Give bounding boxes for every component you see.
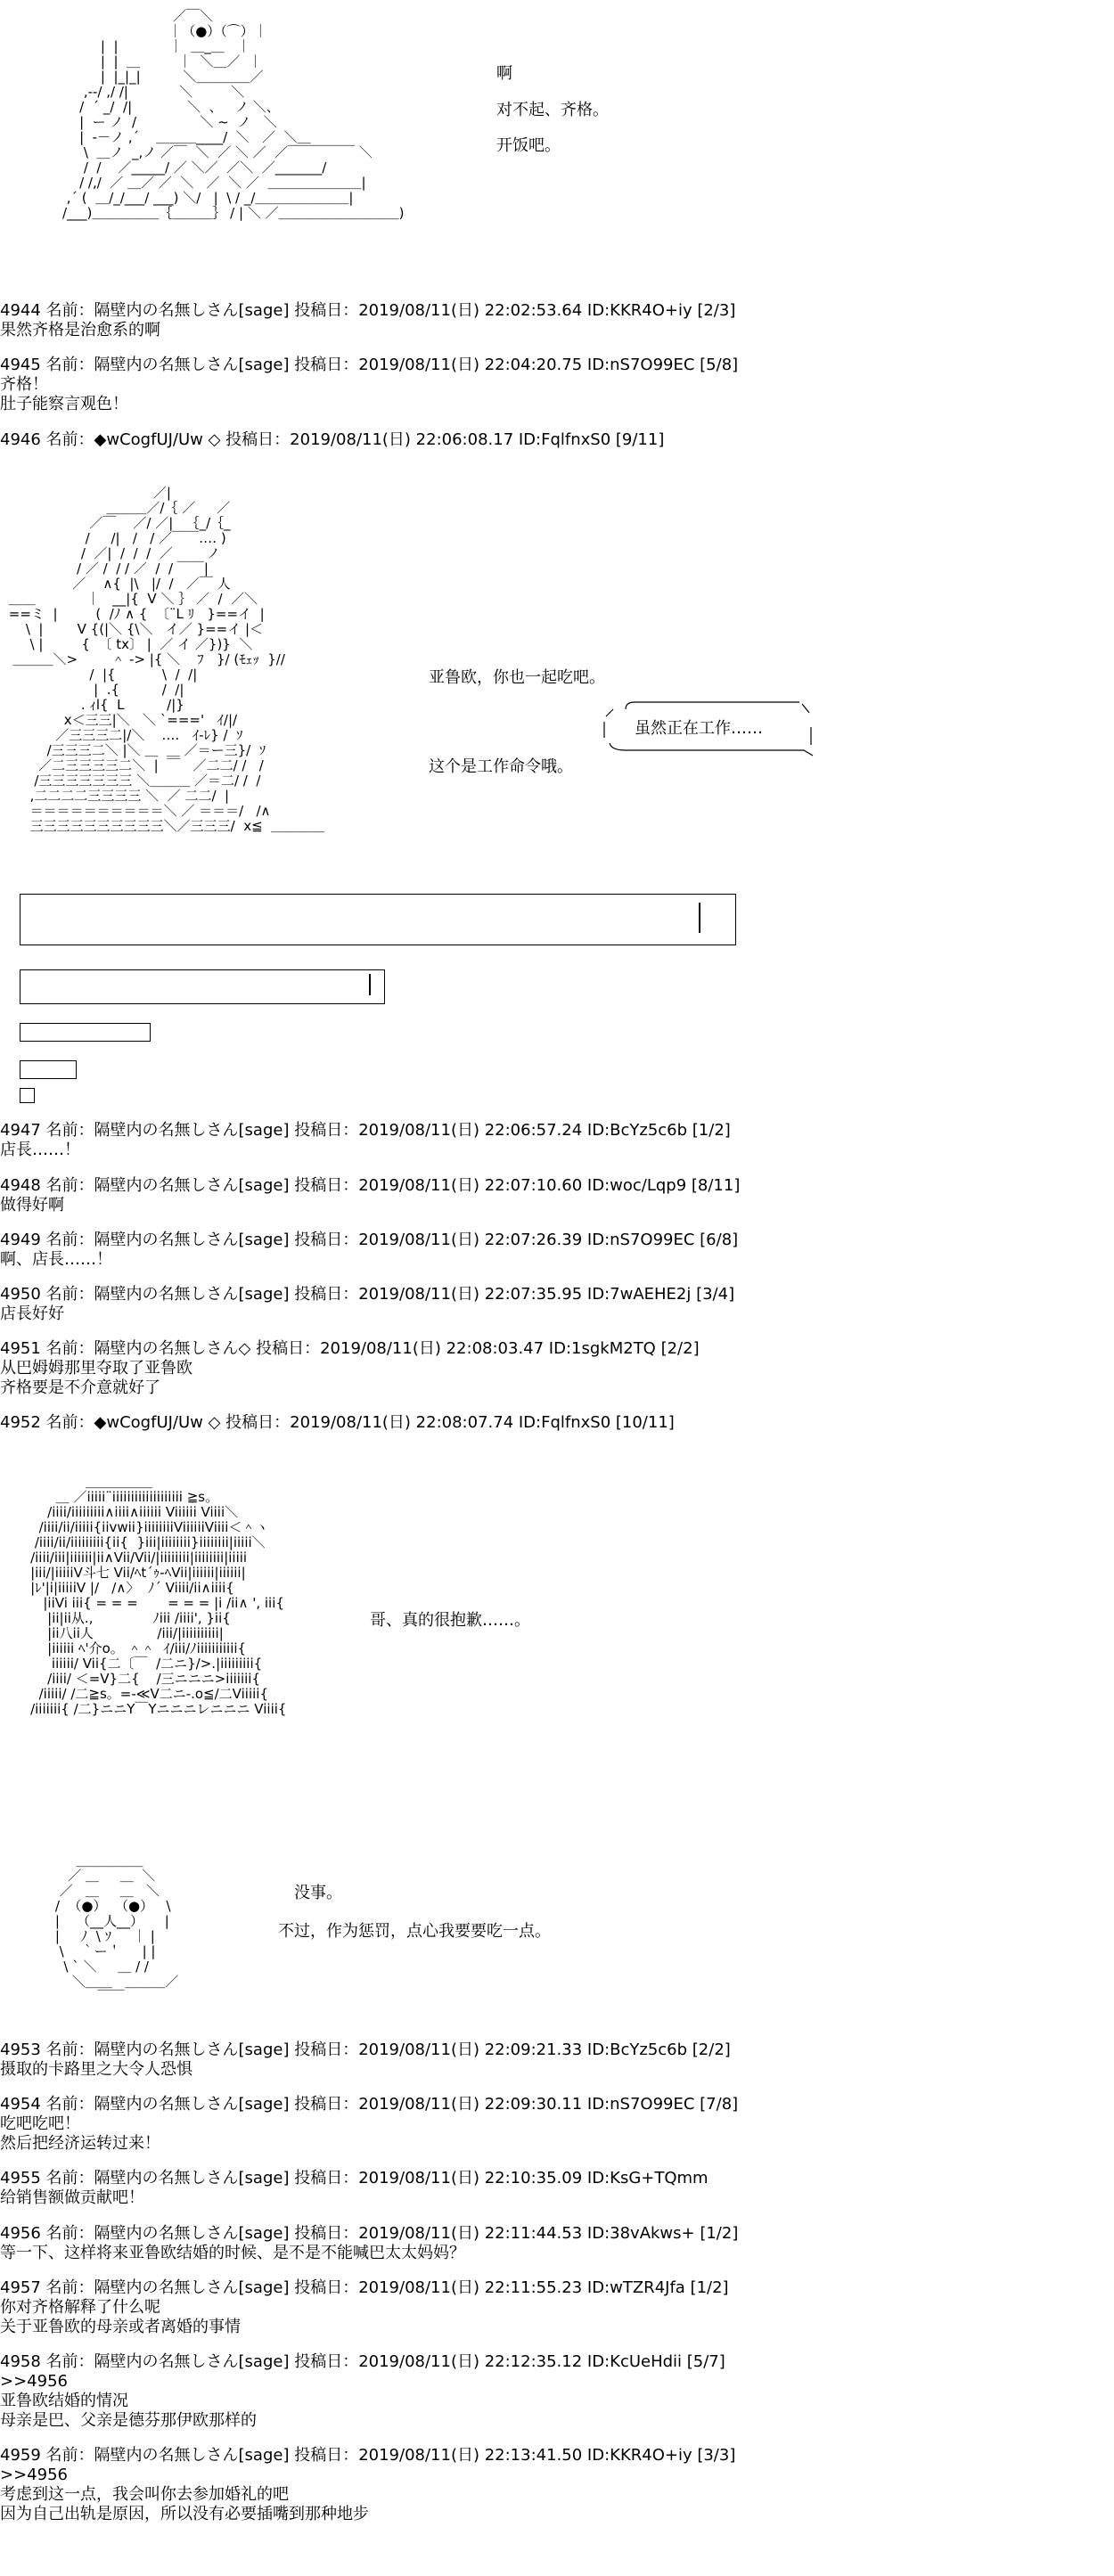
post-body-line: 考虑到这一点，我会叫你去参加婚礼的吧 — [0, 2485, 289, 2504]
post-header: 4950 名前：隔壁内の名無しさん[sage] 投稿日：2019/08/11(日) 22:07:35.95 ID:7wAEHE2j [3/4] — [0, 1285, 735, 1304]
post-body-line: 给销售额做贡献吧！ — [0, 2188, 144, 2207]
post-header: 4947 名前：隔壁内の名無しさん[sage] 投稿日：2019/08/11(日) 22:06:57.24 ID:BcYz5c6b [1/2] — [0, 1121, 731, 1140]
post-body-line: 店長好好 — [0, 1304, 64, 1323]
post-body-line: 肚子能察言观色！ — [0, 395, 128, 413]
decorative-frame-dot — [20, 1088, 35, 1103]
post-body-line: 店長……！ — [0, 1141, 80, 1159]
post-body-line: 母亲是巴、父亲是德芬那伊欧那样的 — [0, 2411, 257, 2430]
post-header: 4952 名前：◆wCogfUJ/Uw ◇ 投稿日：2019/08/11(日) 22:08:07.74 ID:FqlfnxS0 [10/11] — [0, 1413, 675, 1432]
post-header: 4958 名前：隔壁内の名無しさん[sage] 投稿日：2019/08/11(日) 22:12:35.12 ID:KcUeHdii [5/7] — [0, 2352, 725, 2371]
ascii-art-scene1: ／￣＼ ｜（●）（⌒）｜ | | ｜ ＿_＿ ｜ | | ＿ ｜ ＼＿／ ｜ | |_|_| ＼＿＿＿＿／ ,--/ ,/ /| ＼ ＼ / ´ _/ /| ＼ 、 ノ ＼、 | ー ノ / ＼ ~ ノ ＼ | -－ノ ,´ ＿＿＿____/ ＼ ／ ＼＿ \ ＿ノ _,ノ ／￣ ＼ ／ ＼ ／ ／￣￣￣￣￣ ＼ / / ／_____/ ／ ＼／ ／＼ ／_______/ / /,/ ／ ＿／ ／ ＼ ／ ＼ ／ ＿＿＿＿＿＿＿| ,´ ( ＿/_/___/ ___) ＼/ | \ / _/＿＿＿＿＿＿＿| /___)＿＿＿＿＿｛＿＿＿｝ / | ＼ ／＿＿＿＿＿＿＿＿＿) — [62, 8, 405, 221]
post-header: 4959 名前：隔壁内の名無しさん[sage] 投稿日：2019/08/11(日) 22:13:41.50 ID:KKR4O+iy [3/3] — [0, 2446, 736, 2465]
ascii-art-scene2: ／| ＿＿＿／/｛ ／ ／ ／￣ ／/ ／| ｛_/｛_ / /| / / ／￣￣‥‥ ) / ／| / / / ／ ノ / ／ / / / ／ / / ￣￣| ／ ∧{ |\ |/ / ／￣ 人 ＿＿ ｜ __|{ V ＼ ｝ ／ / ／＼ ==ミ | ( /ﾉ ∧ { 〔¨L ﾘ }==イ | \ | V {(|＼ {\＼ イ／ }==イ |＜ \ | { 〔 tx〕 | ／ イ ／})} ＼ ＿＿＿＼> ＾ ‐> |{ ＼ ﾌ }/ (ﾓｪｯ }// / |{ \ / /| | .{ / /| . ｨl{ L /|} x＜三三|＼ ＼ `===' ｲ/|/ ／三三三二|/＼ ‥‥ ｲ-ﾚ} / ｿ /三三三二＼ |＼ ＿ ＿ ／＝ー三}/ ｿ ／二三三三三二＼ | ￣ ／二二/ / / /三三三三三三三 ＼＿＿＿ ／＝二/ / / ,二二二二三三三三 ＼ ／ 二二/ | ＝＝＝＝＝＝＝＝＝＝＼ ／ ＝＝＝/ /∧ 三三三三三三三三三三＼／三三三/ x≦ ＿＿＿＿ — [8, 485, 325, 834]
post-header: 4944 名前：隔壁内の名無しさん[sage] 投稿日：2019/08/11(日) 22:02:53.64 ID:KKR4O+iy [2/3] — [0, 301, 736, 320]
post-body-line: 吃吧吃吧！ — [0, 2114, 80, 2133]
post-body-line: 然后把经济运转过来！ — [0, 2134, 160, 2153]
post-body-line: 齐格！ — [0, 375, 48, 394]
reply-link[interactable]: >>4956 — [0, 2466, 68, 2484]
post-header: 4948 名前：隔壁内の名無しさん[sage] 投稿日：2019/08/11(日) 22:07:10.60 ID:woc/Lqp9 [8/11] — [0, 1176, 741, 1195]
post-body-line: 关于亚鲁欧的母亲或者离婚的事情 — [0, 2318, 241, 2336]
post-body-line: 摄取的卡路里之大令人恐惧 — [0, 2060, 192, 2079]
ascii-art-scene4: ＿＿＿＿＿ ／ ＿ ＿ ＼ ／ ＿ ＿ ＼ / （●） （●） \ | （__人__） | | ﾉ \ ｿ ｜ | \ ｀ー＇ | | \ ` ＼ ＿ / / ＼＿＿ ＿＿＿／ ￣￣ — [54, 1852, 179, 2005]
post-body-line: 齐格要是不介意就好了 — [0, 1378, 160, 1397]
post-body-line: 等一下、这样将来亚鲁欧结婚的时候、是不是不能喊巴太太妈妈？ — [0, 2244, 465, 2262]
post-header: 4946 名前：◆wCogfUJ/Uw ◇ 投稿日：2019/08/11(日) 22:06:08.17 ID:FqlfnxS0 [9/11] — [0, 430, 665, 449]
decorative-frame-small — [20, 1023, 151, 1042]
decorative-frame-mark — [699, 903, 700, 933]
post-header: 4953 名前：隔壁内の名無しさん[sage] 投稿日：2019/08/11(日) 22:09:21.33 ID:BcYz5c6b [2/2] — [0, 2040, 731, 2059]
scene1-line-3: 开饭吧。 — [496, 136, 561, 155]
scene4-line-1: 没事。 — [294, 1884, 342, 1902]
ascii-art-scene3: ＿＿＿＿＿ ＿ ／iiiii¨iiiiiiiiiiiiiiiiiii ≧s。 /iiii/iiiiiiiii∧iiii∧iiiiii Viiiiii Viiii＼ /iiii/ii/iiiii{iivwii}iiiiiiiiViiiiiiViiii＜＾ヽ /iiii/ii/iiiiiiiii{ii{ }iii|iiiiiiii}iiiiiiii|iiiii＼ /iiii/iii|iiiiii|ii∧Vii/Vii/|iiiiiiii|iiiiiiii|iiiii |iii/|iiiiiV斗七 Vii/ﾍt´ｩ-ﾍVii|iiiiii|iiiiii| |ﾚ'|i|iiiiiV |/ /∧〉 ﾉ´ Viiii/ii∧iiii{ |iiVi iii{ = = = = = = |i /ii∧ ', iii{ |ii|ii从., ﾉiii /iiii', }ii{ |ii八ii人 /iii/|iiiiiiiiii| |iiiiii ﾍ'介o。 ＾＾ ｲ/iii/ﾉiiiiiiiiiii{ iiiiii/ Vii{二〔￣ /二ニ}/>.|iiiiiiiii{ /iiii/ ＜=V}二{ /三ニニニ>iiiiiii{ /iiiii/ /二≧s。=-≪V二ニ-.o≦/二Viiiii{ /iiiiiii{ /二}ニニY￣Yニニニレニニニ Viiii{ — [30, 1474, 287, 1717]
post-header: 4955 名前：隔壁内の名無しさん[sage] 投稿日：2019/08/11(日) 22:10:35.09 ID:KsG+TQmm — [0, 2169, 709, 2188]
post-body-line: 从巴姆姆那里夺取了亚鲁欧 — [0, 1359, 192, 1378]
post-header: 4957 名前：隔壁内の名無しさん[sage] 投稿日：2019/08/11(日) 22:11:55.23 ID:wTZR4Jfa [1/2] — [0, 2278, 729, 2297]
post-body-line: 做得好啊 — [0, 1196, 64, 1214]
decorative-frame-large — [20, 894, 736, 945]
post-body-line: 因为自己出轨是原因，所以没有必要插嘴到那种地步 — [0, 2505, 369, 2523]
post-header: 4945 名前：隔壁内の名無しさん[sage] 投稿日：2019/08/11(日) 22:04:20.75 ID:nS7O99EC [5/8] — [0, 356, 739, 374]
scene2-line-2: 这个是工作命令哦。 — [429, 757, 573, 776]
post-body-line: 亚鲁欧结婚的情况 — [0, 2392, 128, 2410]
scene1-line-2: 对不起、齐格。 — [496, 101, 609, 119]
post-body-line: 你对齐格解释了什么呢 — [0, 2298, 160, 2317]
post-header: 4949 名前：隔壁内の名無しさん[sage] 投稿日：2019/08/11(日) 22:07:26.39 ID:nS7O99EC [6/8] — [0, 1231, 739, 1249]
reply-link[interactable]: >>4956 — [0, 2372, 68, 2391]
speech-bubble-text: 虽然正在工作…… — [635, 719, 763, 738]
scene2-line-1: 亚鲁欧，你也一起吃吧。 — [429, 668, 605, 687]
post-header: 4956 名前：隔壁内の名無しさん[sage] 投稿日：2019/08/11(日) 22:11:44.53 ID:38vAkws+ [1/2] — [0, 2224, 739, 2243]
post-header: 4951 名前：隔壁内の名無しさん◇ 投稿日：2019/08/11(日) 22:08:03.47 ID:1sgkM2TQ [2/2] — [0, 1339, 700, 1358]
scene4-line-2: 不过，作为惩罚，点心我要要吃一点。 — [278, 1922, 551, 1941]
decorative-frame-tiny — [20, 1060, 77, 1079]
scene1-line-1: 啊 — [496, 64, 512, 83]
post-body-line: 果然齐格是治愈系的啊 — [0, 321, 160, 339]
post-body-line: 啊、店長……！ — [0, 1250, 112, 1269]
post-header: 4954 名前：隔壁内の名無しさん[sage] 投稿日：2019/08/11(日) 22:09:30.11 ID:nS7O99EC [7/8] — [0, 2095, 739, 2114]
decorative-frame-medium — [20, 969, 385, 1004]
decorative-frame-mark — [369, 974, 371, 995]
scene3-line: 哥、真的很抱歉……。 — [370, 1611, 530, 1630]
